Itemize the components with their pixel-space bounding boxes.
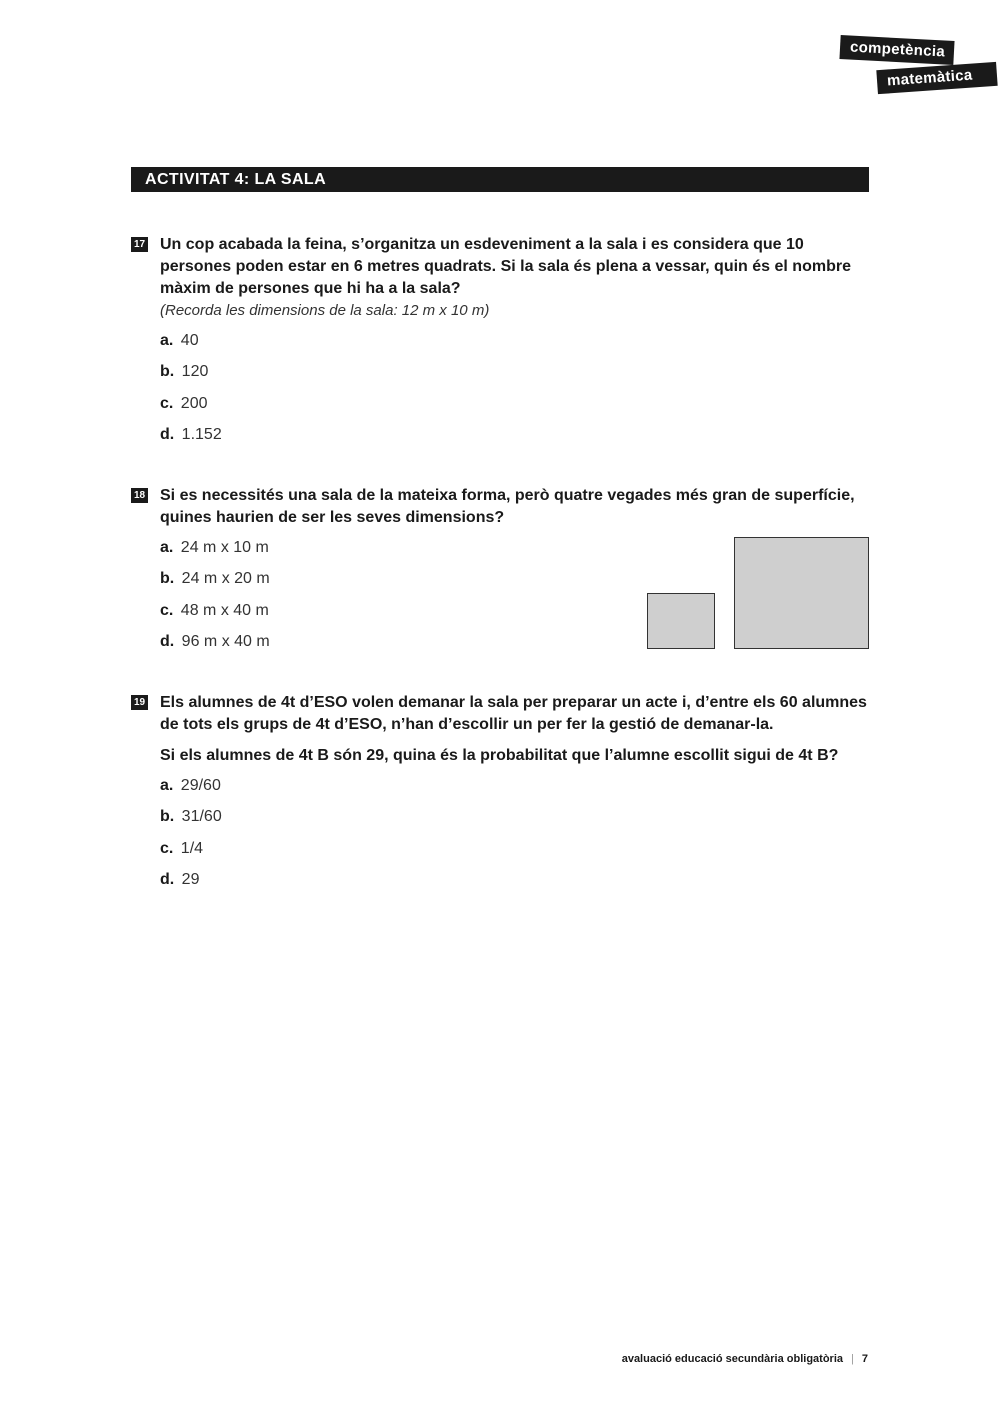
question-17 xyxy=(131,234,871,455)
question-text: Els alumnes de 4t d’ESO volen demanar la sala per preparar un acte i, d’entre els 60 alumnes de tots els grups de 4t d’ESO, n’han d’escollir un per fer la gestió de demanar-la. xyxy=(160,694,867,733)
footer-separator: | xyxy=(851,1353,854,1365)
option-letter: d. xyxy=(160,425,175,443)
option-value: 31/60 xyxy=(181,808,222,826)
question-number: 17 xyxy=(131,237,148,252)
option-a[interactable] xyxy=(160,330,871,361)
option-value: 1/4 xyxy=(180,839,204,857)
option-letter: b. xyxy=(160,808,175,826)
page-number: 7 xyxy=(861,1353,868,1365)
option-value: 24 m x 10 m xyxy=(180,539,269,556)
small-room-rectangle xyxy=(647,593,715,649)
matematica-tag: matemàtica xyxy=(876,62,997,94)
option-letter: d. xyxy=(160,870,175,888)
option-letter: b. xyxy=(160,570,175,588)
question-number: 18 xyxy=(131,488,148,503)
question-text: Un cop acabada la feina, s’organitza un esdeveniment a la sala i es considera que 10 persones poden estar en 6 metres quadrats. Si la sala és plena a vessar, quin és el nombre màxim de persones que hi ha a la sala? xyxy=(160,236,851,297)
large-room-rectangle xyxy=(734,537,869,649)
page-footer xyxy=(622,1353,868,1365)
option-a[interactable] xyxy=(160,775,871,806)
option-value: 29/60 xyxy=(180,777,221,794)
option-letter: a. xyxy=(160,539,174,556)
option-letter: a. xyxy=(160,777,174,794)
answer-options xyxy=(160,775,871,900)
footer-text: avaluació educació secundària obligatòria xyxy=(621,1353,844,1365)
competencia-tag: competència xyxy=(839,35,954,65)
question-note: (Recorda les dimensions de la sala: 12 m x 10 m) xyxy=(160,302,490,319)
option-value: 200 xyxy=(180,394,208,412)
option-letter: d. xyxy=(160,632,175,650)
activity-title: ACTIVITAT 4: LA SALA xyxy=(131,167,869,192)
option-d[interactable] xyxy=(160,424,871,455)
option-value: 29 xyxy=(181,870,200,888)
option-value: 120 xyxy=(181,363,209,381)
option-value: 40 xyxy=(180,332,199,349)
option-d[interactable] xyxy=(160,869,871,900)
option-letter: c. xyxy=(160,839,174,857)
option-value: 24 m x 20 m xyxy=(181,570,270,588)
option-value: 96 m x 40 m xyxy=(181,632,270,650)
option-c[interactable] xyxy=(160,393,871,424)
answer-options xyxy=(160,330,871,455)
option-value: 48 m x 40 m xyxy=(180,601,269,619)
question-text: Si es necessités una sala de la mateixa forma, però quatre vegades més gran de superfície, quines haurien de ser les seves dimensions? xyxy=(160,487,855,526)
option-letter: c. xyxy=(160,394,174,412)
option-b[interactable] xyxy=(160,806,871,837)
option-letter: b. xyxy=(160,363,175,381)
option-c[interactable] xyxy=(160,838,871,869)
question-subtext: Si els alumnes de 4t B són 29, quina és la probabilitat que l’alumne escollit sigui de 4t B? xyxy=(160,747,839,764)
question-19 xyxy=(131,692,871,900)
option-letter: c. xyxy=(160,601,174,619)
option-value: 1.152 xyxy=(181,425,222,443)
question-number: 19 xyxy=(131,695,148,710)
option-b[interactable] xyxy=(160,361,871,392)
option-letter: a. xyxy=(160,332,174,349)
